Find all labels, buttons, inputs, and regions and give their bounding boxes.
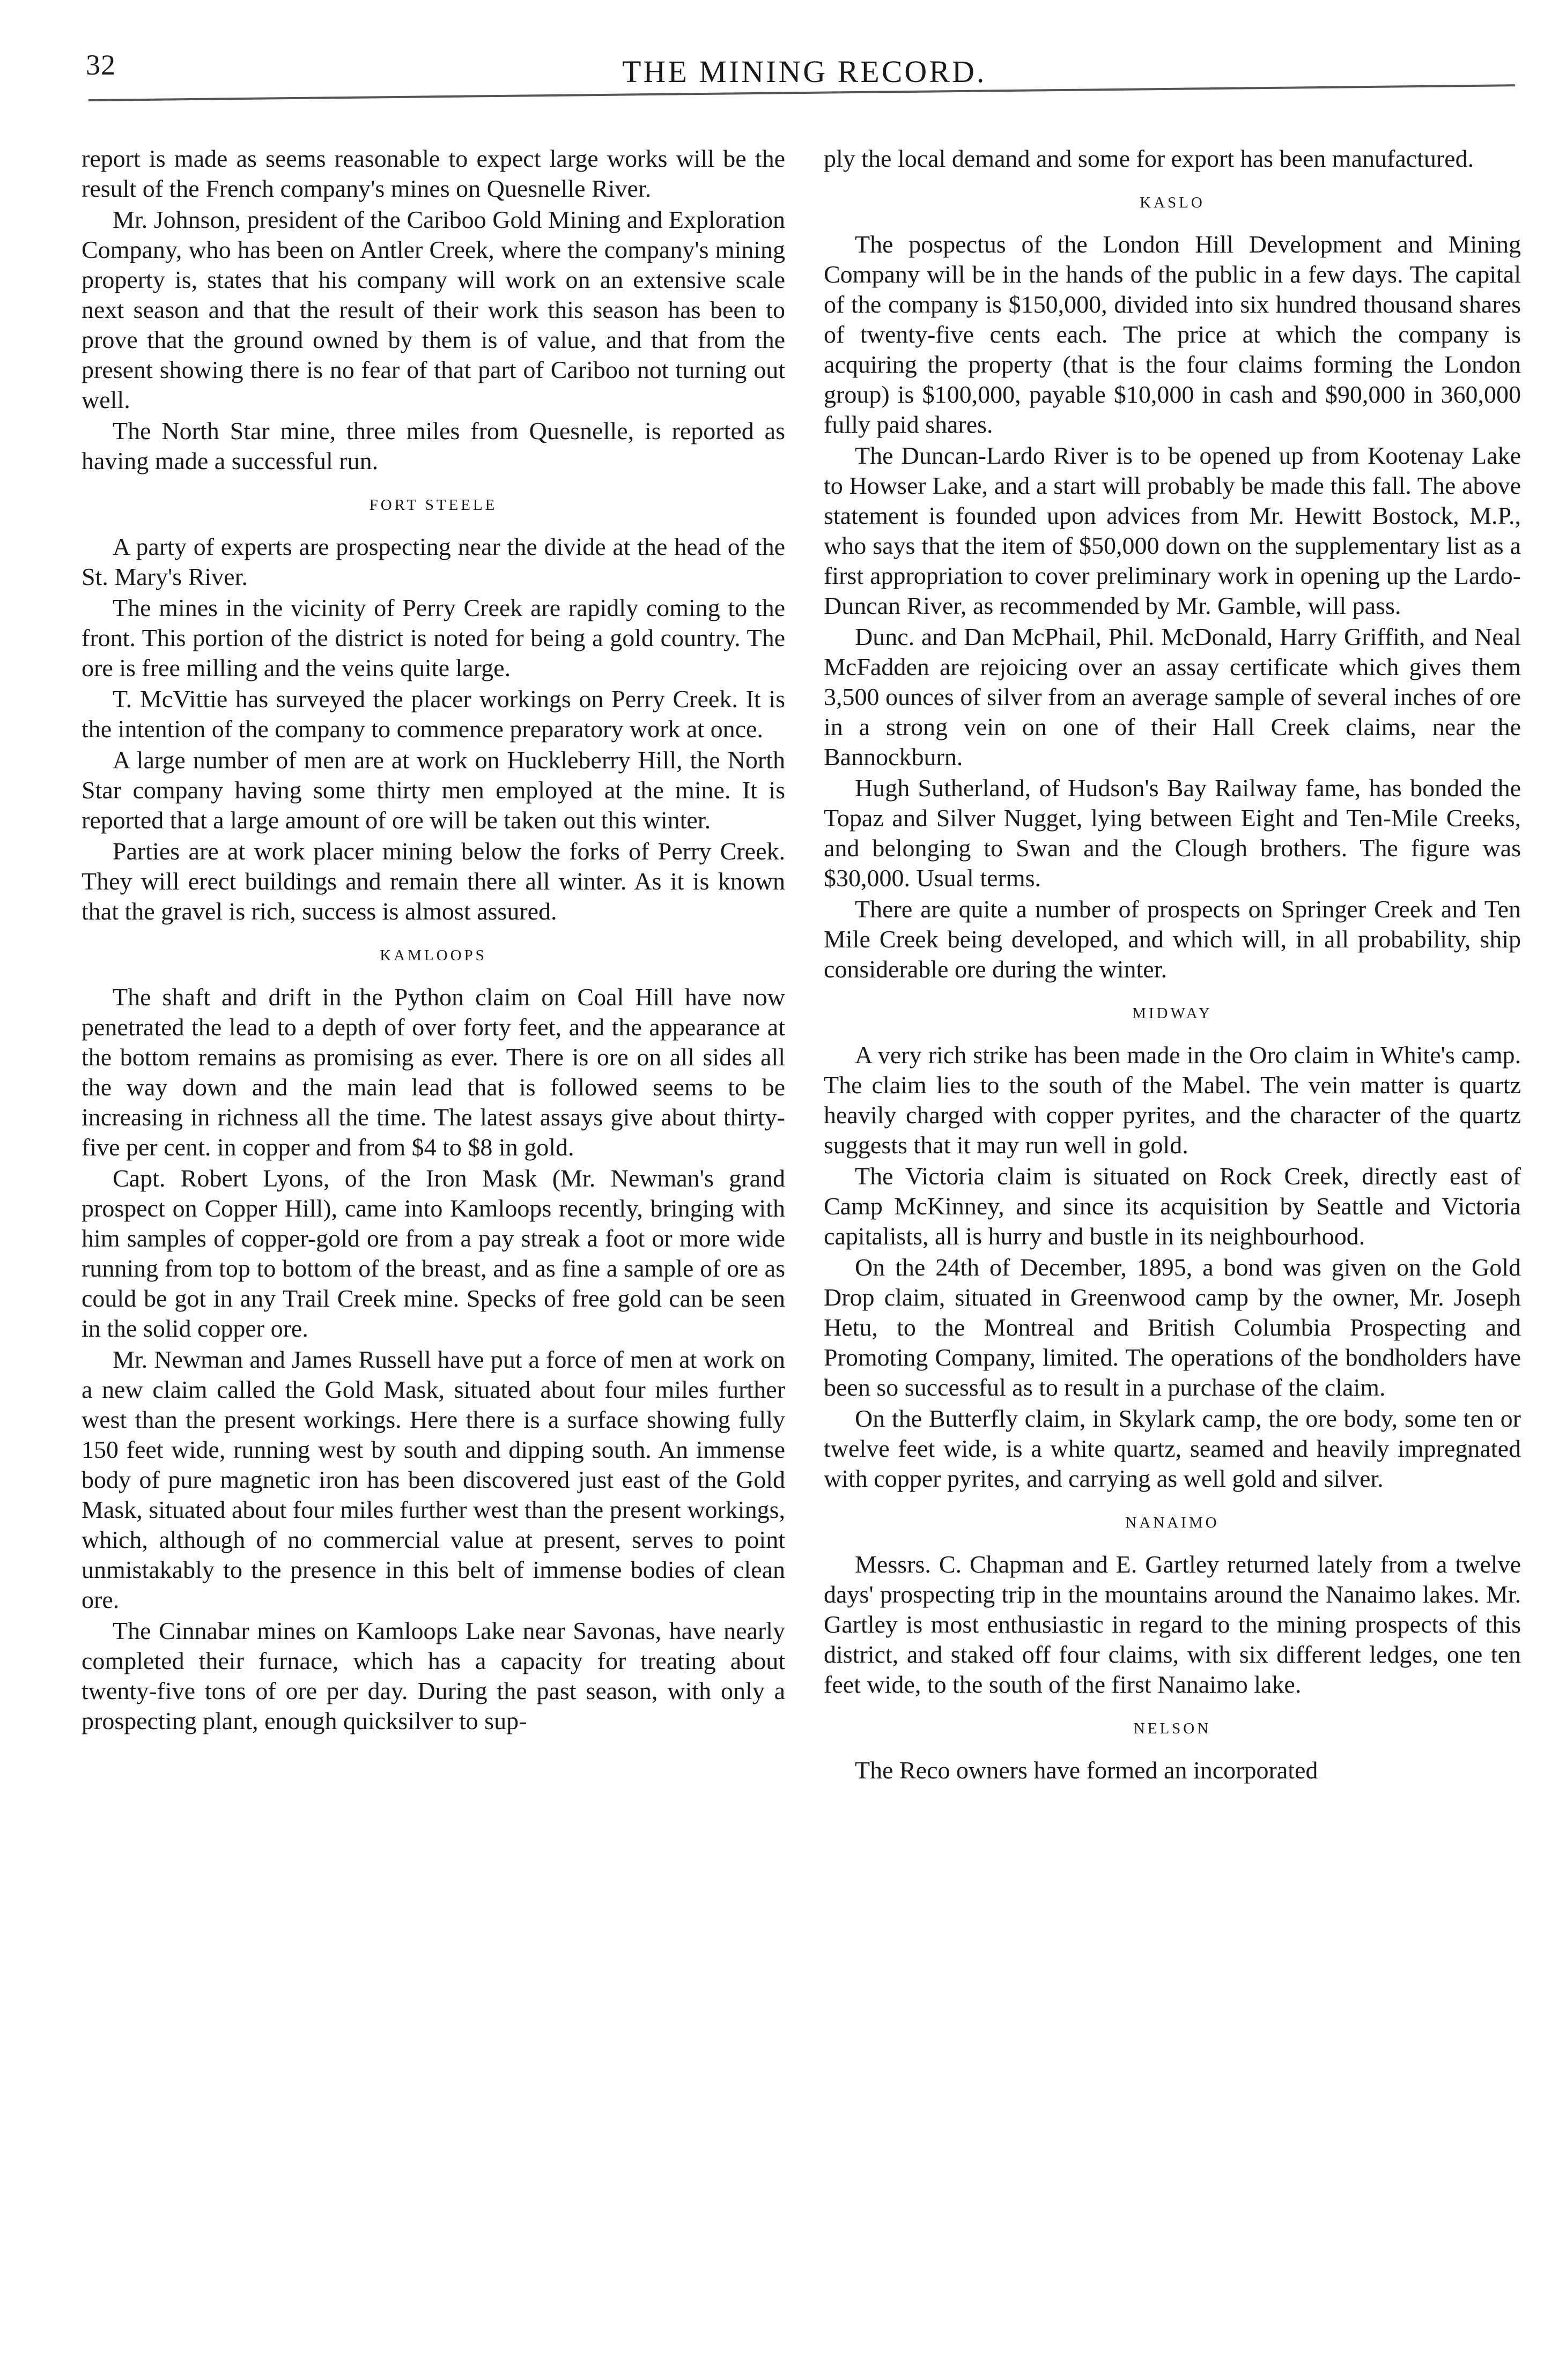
paragraph: Mr. Newman and James Russell have put a force of men at work on a new claim called the Gold Mask, situated about four miles further west than the present workings. Here there is a surface showing fully 150 feet wide, running west by south and dipping south. An immense body of pure magnetic iron has been discovered just east of the Gold Mask, situated about four miles further west than the present workings, which, although of no commercial value at present, serves to point unmistakably to the presence in this belt of immense bodies of clean ore. [82, 1346, 785, 1613]
paragraph: report is made as seems reasonable to expect large works will be the result of the French company's mines on Quesnelle River. [82, 145, 785, 202]
paragraph: On the Butterfly claim, in Skylark camp, the ore body, some ten or twelve feet wide, is a white quartz, seamed and heavily impregnated with copper pyrites, and carrying as well gold and silver. [824, 1405, 1521, 1492]
section-heading-kaslo: KASLO [1140, 194, 1205, 211]
page-header [0, 0, 1566, 118]
paragraph: Mr. Johnson, president of the Cariboo Gold Mining and Exploration Company, who has been on Antler Creek, where the company's mining property is, states that his company will work on an extensive scale next season and that the result of their work this season has been to prove that the ground owned by them is of value, and that from the present showing there is no fear of that part of Cariboo not turning out well. [82, 206, 785, 413]
page-number: 32 [86, 49, 116, 81]
paragraph: The Duncan-Lardo River is to be opened up from Kootenay Lake to Howser Lake, and a start will probably be made this fall. The above statement is founded upon advices from Mr. Hewitt Bostock, M.P., who says that the item of $50,000 down on the supplementary list as a first appropriation to cover preliminary work in opening up the Lardo-Duncan River, as recommended by Mr. Gamble, will pass. [824, 442, 1521, 619]
paragraph: The mines in the vicinity of Perry Creek are rapidly coming to the front. This portion of the district is noted for being a gold country. The ore is free milling and the veins quite large. [82, 594, 785, 681]
right-column [824, 144, 1521, 2363]
paragraph: The North Star mine, three miles from Quesnelle, is reported as having made a successful run. [82, 417, 785, 474]
journal-title: THE MINING RECORD. [622, 54, 987, 89]
section-heading-nelson: NELSON [1133, 1720, 1212, 1737]
paragraph: ply the local demand and some for export has been manufactured. [824, 145, 1474, 172]
paragraph: Messrs. C. Chapman and E. Gartley returned lately from a twelve days' prospecting trip in the mountains around the Nanaimo lakes. Mr. Gartley is most enthusiastic in regard to the mining prospects of this district, and staked off four claims, with six different ledges, one ten feet wide, to the south of the first Nanaimo lake. [824, 1551, 1521, 1698]
paragraph: The pospectus of the London Hill Development and Mining Company will be in the hands of the public in a few days. The capital of the company is $150,000, divided into six hundred thousand shares of twenty-five cents each. The price at which the company is acquiring the property (that is the four claims forming the London group) is $100,000, payable $10,000 in cash and $90,000 in 360,000 fully paid shares. [824, 231, 1521, 438]
paragraph: The Cinnabar mines on Kamloops Lake near Savonas, have nearly completed their furnace, which has a capacity for treating about twenty-five tons of ore per day. During the past season, with only a prospecting plant, enough quicksilver to sup- [82, 1617, 785, 1734]
paragraph: A large number of men are at work on Huckleberry Hill, the North Star company having some thirty men employed at the mine. It is reported that a large amount of ore will be taken out this winter. [82, 746, 785, 834]
paragraph: A party of experts are prospecting near the divide at the head of the St. Mary's River. [82, 533, 785, 590]
paragraph: Capt. Robert Lyons, of the Iron Mask (Mr. Newman's grand prospect on Copper Hill), came into Kamloops recently, bringing with him samples of copper-gold ore from a pay streak a foot or more wide running from top to bottom of the breast, and as fine a sample of ore as could be got in any Trail Creek mine. Specks of free gold can be seen in the solid copper ore. [82, 1165, 785, 1342]
paragraph: There are quite a number of prospects on Springer Creek and Ten Mile Creek being developed, and which will, in all probability, ship considerable ore during the winter. [824, 895, 1521, 983]
paragraph: Hugh Sutherland, of Hudson's Bay Railway fame, has bonded the Topaz and Silver Nugget, lying between Eight and Ten-Mile Creeks, and belonging to Swan and the Clough brothers. The figure was $30,000. Usual terms. [824, 774, 1521, 892]
paragraph: On the 24th of December, 1895, a bond was given on the Gold Drop claim, situated in Greenwood camp by the owner, Mr. Joseph Hetu, to the Montreal and British Columbia Prospecting and Promoting Company, limited. The operations of the bondholders have been so successful as to result in a purchase of the claim. [824, 1254, 1521, 1401]
paragraph: T. McVittie has surveyed the placer workings on Perry Creek. It is the intention of the company to commence preparatory work at once. [82, 685, 785, 743]
paragraph: The Reco owners have formed an incorporated [855, 1756, 1318, 1784]
section-heading-fort-steele: FORT STEELE [369, 496, 498, 514]
paragraph: The shaft and drift in the Python claim on Coal Hill have now penetrated the lead to a depth of over forty feet, and the appearance at the bottom remains as promising as ever. There is ore on all sides all the way down and the main lead that is followed seems to be increasing in richness all the time. The latest assays give about thirty-five per cent. in copper and from $4 to $8 in gold. [82, 983, 785, 1161]
section-heading-kamloops: KAMLOOPS [380, 947, 487, 964]
paragraph: Parties are at work placer mining below the forks of Perry Creek. They will erect buildings and remain there all winter. As it is known that the gravel is rich, success is almost assured. [82, 837, 785, 925]
paragraph: The Victoria claim is situated on Rock Creek, directly east of Camp McKinney, and since its acquisition by Seattle and Victoria capitalists, all is hurry and bustle in its neighbourhood. [824, 1162, 1521, 1250]
left-column [82, 144, 785, 2363]
section-heading-midway: MIDWAY [1132, 1005, 1213, 1022]
paragraph: A very rich strike has been made in the Oro claim in White's camp. The claim lies to the south of the Mabel. The vein matter is quartz heavily charged with copper pyrites, and the character of the quartz suggests that it may run well in gold. [824, 1041, 1521, 1159]
paragraph: Dunc. and Dan McPhail, Phil. McDonald, Harry Griffith, and Neal McFadden are rejoicing over an assay certificate which gives them 3,500 ounces of silver from an average sample of several inches of ore in a strong vein on one of their Hall Creek claims, near the Bannockburn. [824, 623, 1521, 770]
section-heading-nanaimo: NANAIMO [1125, 1514, 1220, 1531]
